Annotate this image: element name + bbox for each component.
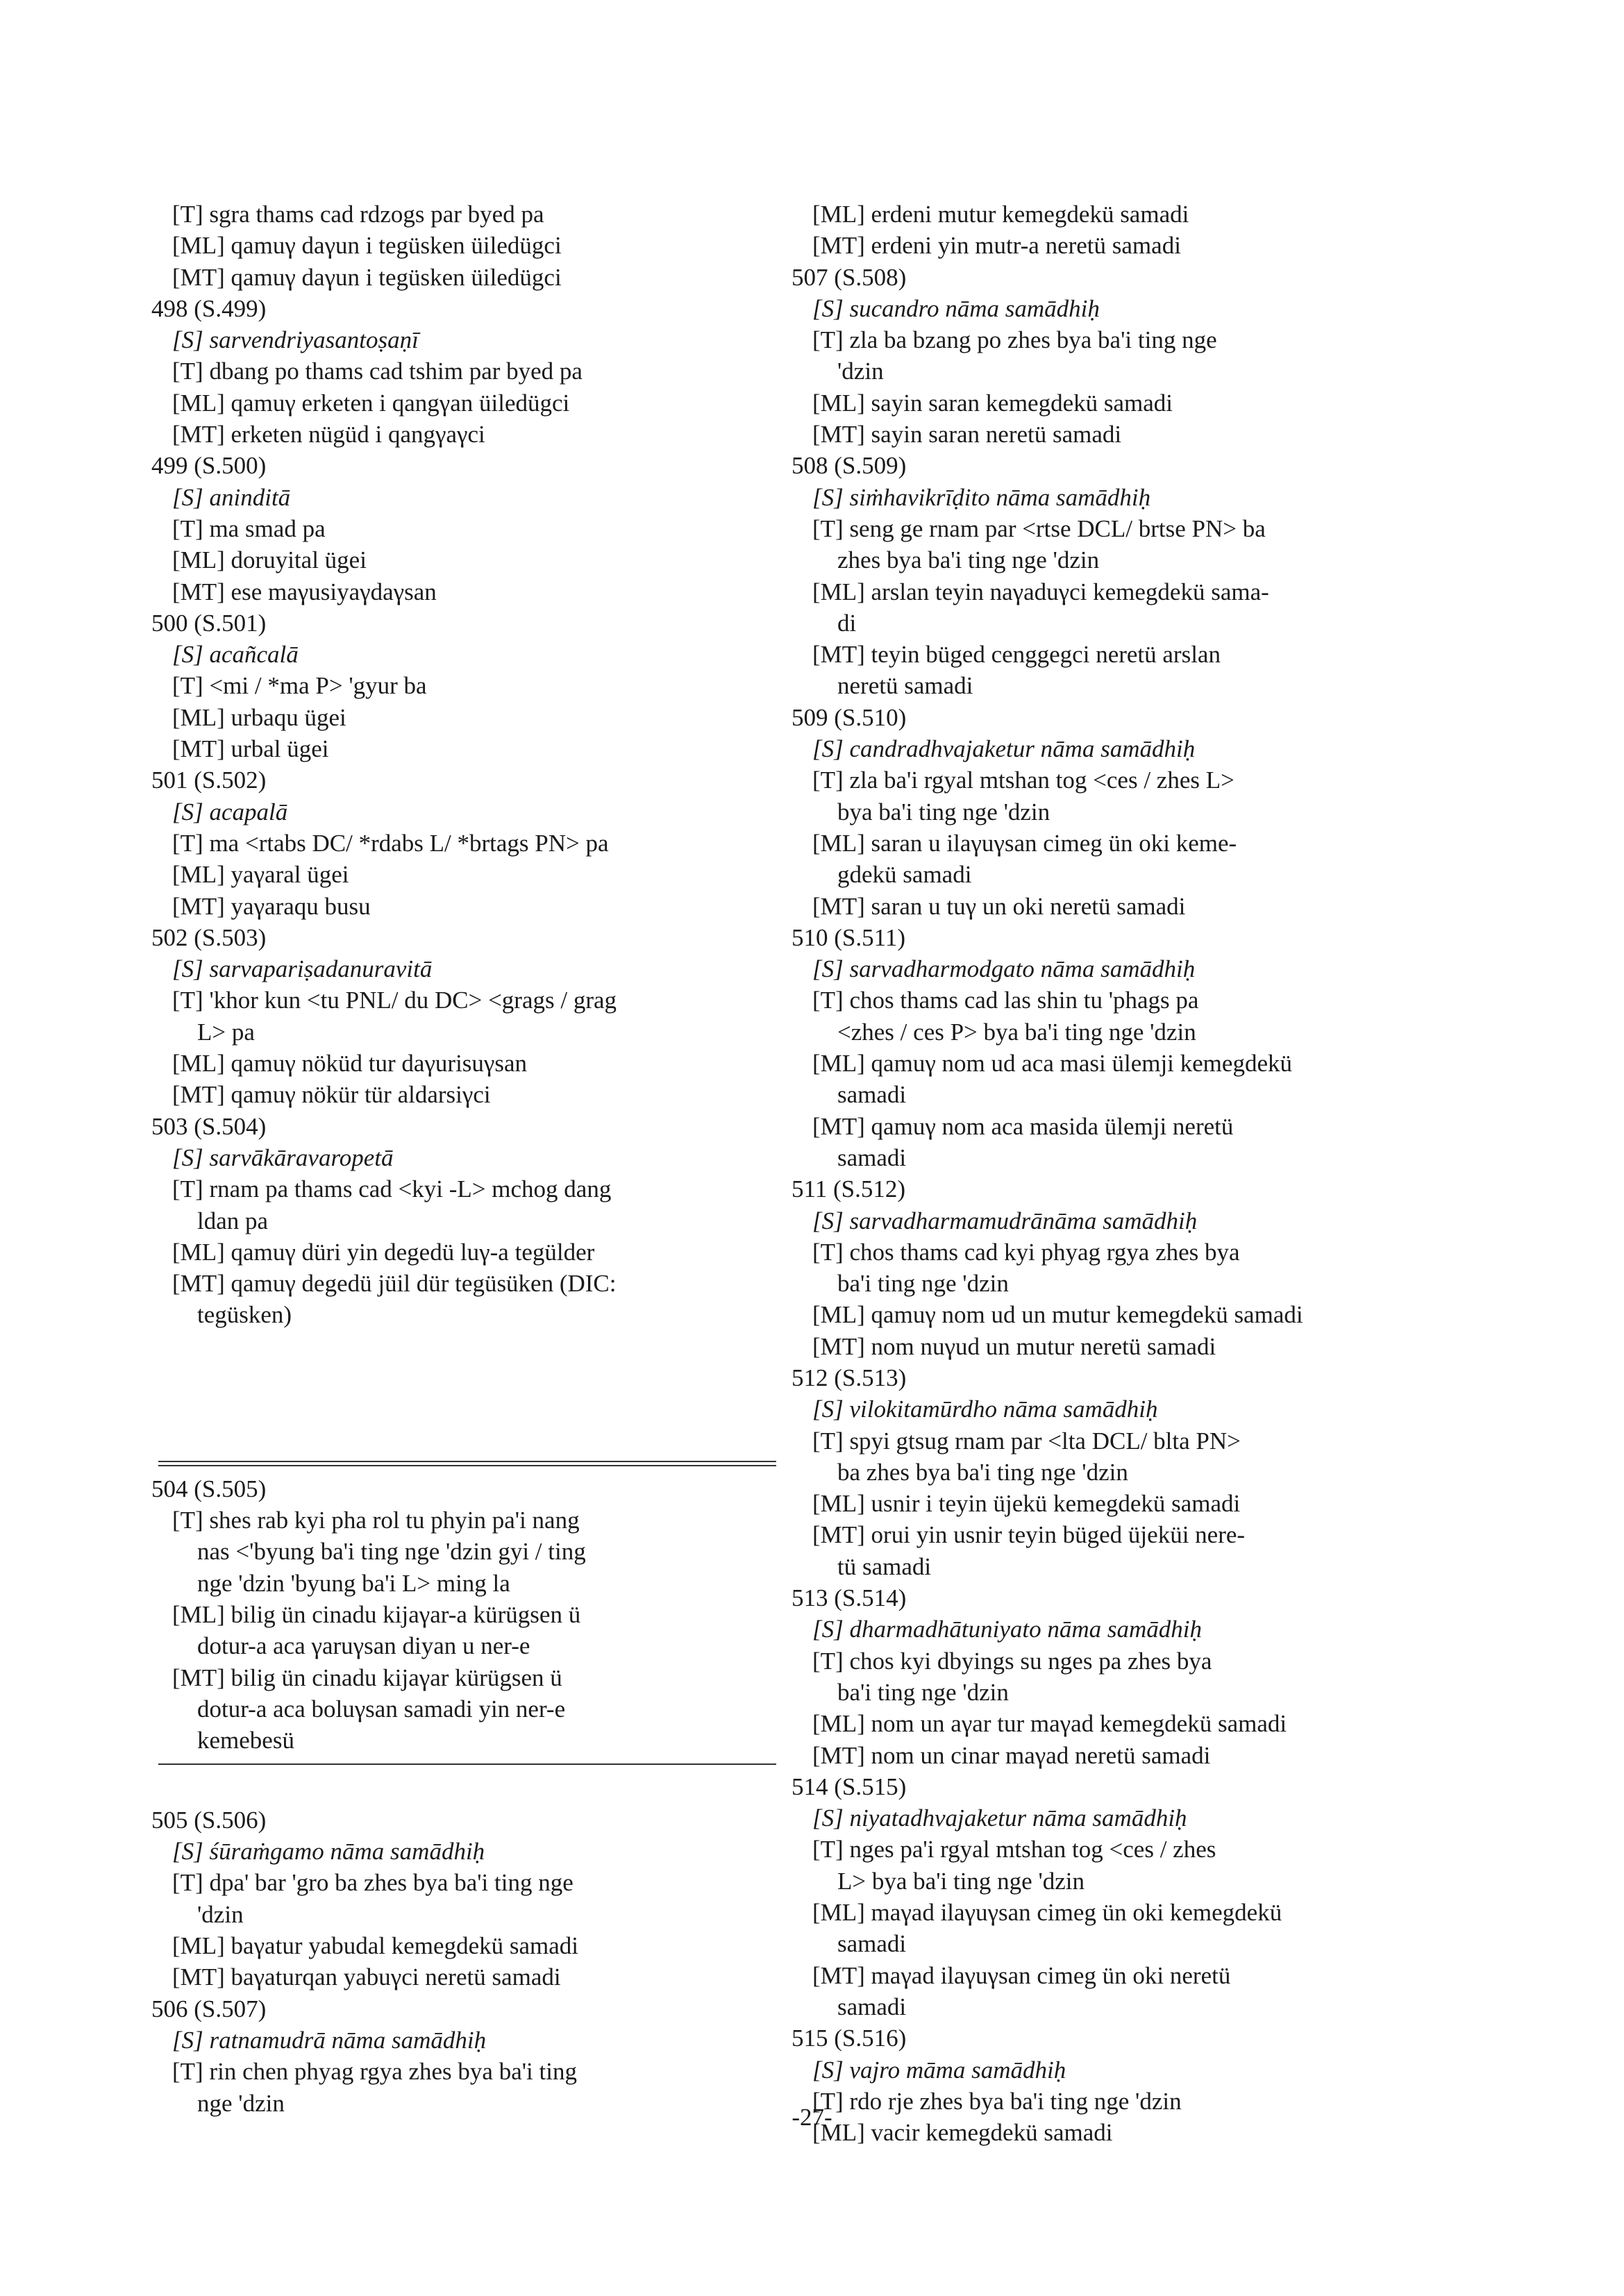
text-line: [S] śūraṁgamo nāma samādhiḥ (172, 1838, 485, 1866)
text-line: [MT] sayin saran neretü samadi (812, 421, 1122, 449)
continuation-line: L> bya ba'i ting nge 'dzin (837, 1867, 1085, 1895)
text-line: [ML] arslan teyin naγaduγci kemegdekü sama- (812, 578, 1269, 605)
text-line: [ML] erdeni mutur kemegdekü samadi (812, 201, 1189, 228)
text-line: [S] sarvapariṣadanuravitā (172, 955, 433, 983)
left-column (151, 199, 776, 2119)
text-line: [MT] urbal ügei (172, 735, 329, 763)
text-line: [S] aninditā (172, 483, 291, 511)
text-line: [T] rin chen phyag rgya zhes bya ba'i ting (172, 2058, 577, 2086)
text-line: [T] sgra thams cad rdzogs par byed pa (172, 201, 544, 228)
entry-number: 515 (S.516) (792, 2025, 907, 2052)
text-line: [MT] teyin büged cenggegci neretü arslan (812, 641, 1221, 669)
blank-line (151, 1773, 776, 1804)
text-line: [ML] saran u ilaγuγsan cimeg ün oki keme- (812, 829, 1237, 857)
entry-number: 512 (S.513) (792, 1364, 907, 1391)
text-line: [ML] baγatur yabudal kemegdekü samadi (172, 1932, 578, 1960)
entry-number: 507 (S.508) (792, 263, 907, 291)
text-line: [ML] maγad ilaγuγsan cimeg ün oki kemegdekü (812, 1899, 1282, 1927)
entry-number: 506 (S.507) (151, 1995, 267, 2022)
text-line: [S] acañcalā (172, 641, 299, 669)
continuation-line: samadi (837, 1930, 907, 1958)
continuation-line: gdekü samadi (837, 861, 972, 889)
text-line: [T] rdo rje zhes bya ba'i ting nge 'dzin (812, 2087, 1182, 2115)
text-line: [S] vajro māma samādhiḥ (812, 2056, 1066, 2084)
text-line: [T] shes rab kyi pha rol tu phyin pa'i nang (172, 1507, 580, 1534)
continuation-line: dotur-a aca γaruγsan diyan u ner-e (197, 1632, 530, 1660)
entry-number: 500 (S.501) (151, 609, 267, 637)
text-line: [ML] urbaqu ügei (172, 703, 346, 731)
text-line: [S] sarvadharmodgato nāma samādhiḥ (812, 955, 1196, 983)
blank-line (151, 1425, 776, 1457)
text-line: [ML] qamuγ düri yin degedü luγ-a tegülder (172, 1238, 595, 1266)
text-line: [S] siṁhavikrīḍito nāma samādhiḥ (812, 483, 1151, 511)
text-line: [T] nges pa'i rgyal mtshan tog <ces / zhes (812, 1836, 1216, 1863)
continuation-line: nge 'dzin (197, 2089, 285, 2117)
continuation-line: ba'i ting nge 'dzin (837, 1270, 1009, 1298)
continuation-line: samadi (837, 1993, 907, 2020)
text-line: [MT] qamuγ degedü jüil dür tegüsüken (DIC: (172, 1270, 617, 1298)
text-line: [MT] saran u tuγ un oki neretü samadi (812, 892, 1186, 920)
text-line: [ML] nom un aγar tur maγad kemegdekü samadi (812, 1710, 1287, 1738)
text-line: [MT] nom un cinar maγad neretü samadi (812, 1741, 1211, 1769)
text-line: [ML] qamuγ daγun i tegüsken üiledügci (172, 232, 562, 260)
continuation-line: samadi (837, 1081, 907, 1109)
text-line: [MT] maγad ilaγuγsan cimeg ün oki neretü (812, 1961, 1231, 1989)
continuation-line: L> pa (197, 1018, 255, 1046)
text-line: [T] zla ba'i rgyal mtshan tog <ces / zhes L> (812, 766, 1234, 794)
continuation-line: nge 'dzin 'byung ba'i L> ming la (197, 1569, 510, 1597)
entry-number: 499 (S.500) (151, 452, 267, 480)
continuation-line: ba zhes bya ba'i ting nge 'dzin (837, 1458, 1128, 1486)
text-line: [S] sarvadharmamudrānāma samādhiḥ (812, 1207, 1198, 1234)
text-line: [S] dharmadhātuniyato nāma samādhiḥ (812, 1616, 1202, 1643)
text-line: [ML] usnir i teyin üjekü kemegdekü samadi (812, 1490, 1241, 1518)
entry-number: 502 (S.503) (151, 923, 267, 951)
continuation-line: 'dzin (837, 358, 884, 385)
continuation-line: nas <'byung ba'i ting nge 'dzin gyi / ting (197, 1538, 586, 1566)
text-line: [T] dbang po thams cad tshim par byed pa (172, 358, 583, 385)
text-line: [ML] qamuγ nöküd tur daγurisuγsan (172, 1050, 528, 1078)
text-line: [ML] sayin saran kemegdekü samadi (812, 389, 1173, 417)
entry-number: 505 (S.506) (151, 1806, 267, 1834)
continuation-line: ldan pa (197, 1207, 269, 1234)
text-line: [ML] qamuγ nom ud aca masi ülemji kemegdekü (812, 1050, 1292, 1078)
entry-number: 509 (S.510) (792, 703, 907, 731)
text-line: [MT] ese maγusiyaγdaγsan (172, 578, 437, 605)
text-line: [MT] erdeni yin mutr-a neretü samadi (812, 232, 1181, 260)
entry-number: 513 (S.514) (792, 1584, 907, 1612)
text-line: [S] acapalā (172, 798, 288, 826)
continuation-line: <zhes / ces P> bya ba'i ting nge 'dzin (837, 1018, 1196, 1046)
continuation-line: di (837, 609, 857, 637)
text-line: [ML] bilig ün cinadu kijaγar-a kürügsen ü (172, 1601, 581, 1629)
double-divider (151, 1457, 776, 1473)
entry-number: 504 (S.505) (151, 1475, 267, 1502)
text-line: [MT] yaγaraqu busu (172, 892, 371, 920)
page-number: -27- (792, 2104, 832, 2131)
text-line: [ML] qamuγ erketen i qangγan üiledügci (172, 389, 570, 417)
entry-number: 511 (S.512) (792, 1175, 905, 1203)
text-line: [T] 'khor kun <tu PNL/ du DC> <grags / grag (172, 987, 617, 1014)
text-line: [ML] doruyital ügei (172, 546, 367, 574)
text-line: [T] dpa' bar 'gro ba zhes bya ba'i ting nge (172, 1869, 574, 1897)
continuation-line: ba'i ting nge 'dzin (837, 1678, 1009, 1706)
text-line: [ML] qamuγ nom ud un mutur kemegdekü samadi (812, 1301, 1303, 1329)
text-line: [MT] qamuγ daγun i tegüsken üiledügci (172, 263, 562, 291)
text-line: [S] sucandro nāma samādhiḥ (812, 294, 1100, 322)
text-line: [ML] yaγaral ügei (172, 861, 349, 889)
text-line: [S] ratnamudrā nāma samādhiḥ (172, 2026, 487, 2054)
text-line: [T] ma smad pa (172, 514, 326, 542)
continuation-line: tegüsken) (197, 1301, 292, 1329)
text-line: [MT] erketen nügüd i qangγaγci (172, 421, 485, 449)
continuation-line: zhes bya ba'i ting nge 'dzin (837, 546, 1100, 574)
text-line: [MT] orui yin usnir teyin büged üjeküi nere- (812, 1521, 1246, 1549)
entry-number: 510 (S.511) (792, 923, 905, 951)
text-line: [ML] vacir kemegdekü samadi (812, 2119, 1113, 2147)
continuation-line: tü samadi (837, 1552, 932, 1580)
text-line: [MT] bilig ün cinadu kijaγar kürügsen ü (172, 1664, 562, 1691)
text-line: [MT] qamuγ nom aca masida ülemji neretü (812, 1112, 1234, 1140)
entry-number: 501 (S.502) (151, 766, 267, 794)
text-line: [MT] nom nuγud un mutur neretü samadi (812, 1332, 1216, 1360)
text-line: [T] seng ge rnam par <rtse DCL/ brtse PN> ba (812, 514, 1266, 542)
text-line: [T] zla ba bzang po zhes bya ba'i ting nge (812, 326, 1217, 354)
text-line: [T] rnam pa thams cad <kyi -L> mchog dang (172, 1175, 612, 1203)
right-column (792, 199, 1416, 2148)
continuation-line: 'dzin (197, 1900, 244, 1928)
text-line: [T] chos kyi dbyings su nges pa zhes bya (812, 1647, 1212, 1675)
blank-line (151, 1362, 776, 1393)
blank-line (151, 1331, 776, 1362)
text-line: [T] chos thams cad kyi phyag rgya zhes bya (812, 1238, 1240, 1266)
text-line: [S] sarvākāravaropetā (172, 1143, 394, 1171)
blank-line (151, 1393, 776, 1425)
text-line: [T] spyi gtsug rnam par <lta DCL/ blta PN> (812, 1427, 1241, 1455)
text-line: [MT] baγaturqan yabuγci neretü samadi (172, 1963, 561, 1991)
text-line: [T] chos thams cad las shin tu 'phags pa (812, 987, 1199, 1014)
entry-number: 503 (S.504) (151, 1112, 267, 1140)
text-line: [S] niyatadhvajaketur nāma samādhiḥ (812, 1804, 1187, 1832)
divider (151, 1757, 776, 1773)
text-line: [T] ma <rtabs DC/ *rdabs L/ *brtags PN> pa (172, 829, 609, 857)
entry-number: 514 (S.515) (792, 1773, 907, 1800)
continuation-line: neretü samadi (837, 672, 973, 700)
continuation-line: dotur-a aca boluγsan samadi yin ner-e (197, 1695, 566, 1723)
text-line: [MT] qamuγ nökür tür aldarsiγci (172, 1081, 491, 1109)
continuation-line: kemebesü (197, 1727, 294, 1754)
continuation-line: samadi (837, 1143, 907, 1171)
continuation-line: bya ba'i ting nge 'dzin (837, 798, 1050, 826)
text-line: [T] <mi / *ma P> 'gyur ba (172, 672, 427, 700)
entry-number: 508 (S.509) (792, 452, 907, 480)
text-line: [S] vilokitamūrdho nāma samādhiḥ (812, 1396, 1158, 1423)
text-line: [S] candradhvajaketur nāma samādhiḥ (812, 735, 1196, 763)
text-line: [S] sarvendriyasantoṣaṇī (172, 326, 419, 354)
entry-number: 498 (S.499) (151, 294, 267, 322)
